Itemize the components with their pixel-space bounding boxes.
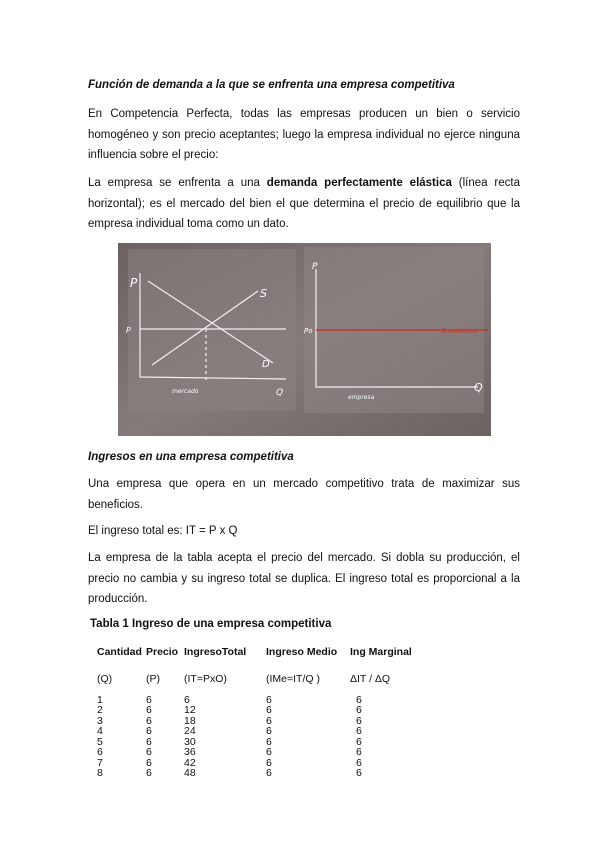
cell-price: 6 xyxy=(146,714,152,727)
cell-marginal-income: 6 xyxy=(356,756,362,769)
cell-total-income: 42 xyxy=(184,756,196,769)
paragraph-text-end: (línea recta horizontal); es el mercado del bien el que determina el precio de equilibrio que la empresa individual toma como un dato. xyxy=(88,177,520,230)
paragraph-perfect-competition: En Competencia Perfecta, todas las empresas producen un bien o servicio homogéneo y son precio aceptantes; luego la empresa individual no ejerce ninguna influencia sobre el precio: xyxy=(88,108,520,161)
cell-total-income: 24 xyxy=(184,725,196,737)
cell-price: 6 xyxy=(146,725,152,737)
firm-price-label: Po xyxy=(304,327,313,335)
cell-average-income: 6 xyxy=(266,714,272,727)
table-row xyxy=(97,747,430,758)
subheader-average-income: (IMe=IT/Q ) xyxy=(266,672,320,685)
header-marginal-income: Ing Marginal xyxy=(350,646,412,658)
cell-quantity: 8 xyxy=(97,767,103,779)
cell-price: 6 xyxy=(146,756,152,769)
cell-marginal-income: 6 xyxy=(356,735,362,748)
demand-graph-photo xyxy=(118,243,491,436)
cell-marginal-income: 6 xyxy=(356,767,362,779)
cell-average-income: 6 xyxy=(266,725,272,737)
cell-total-income: 18 xyxy=(184,714,196,727)
cell-quantity: 2 xyxy=(97,704,103,716)
cell-average-income: 6 xyxy=(266,693,272,706)
cell-quantity: 3 xyxy=(97,714,103,727)
cell-total-income: 6 xyxy=(184,693,190,706)
table-spacer xyxy=(97,684,430,695)
subheader-total-income: (IT=PxO) xyxy=(184,672,227,685)
cell-price: 6 xyxy=(146,693,152,706)
cell-marginal-income: 6 xyxy=(356,704,362,716)
market-supply-label: S xyxy=(260,287,267,300)
bold-term: demanda perfectamente elástica xyxy=(266,177,452,189)
income-table xyxy=(97,647,430,779)
table-body xyxy=(97,695,430,779)
cell-average-income: 6 xyxy=(266,767,272,779)
cell-quantity: 4 xyxy=(97,725,103,737)
cell-total-income: 48 xyxy=(184,767,196,779)
table-row xyxy=(97,705,430,716)
header-total-income: IngresoTotal xyxy=(184,646,247,658)
demand-graph-drawing xyxy=(118,243,491,436)
cell-price: 6 xyxy=(146,767,152,779)
cell-total-income: 30 xyxy=(184,735,196,748)
paragraph-text-start: La empresa se enfrenta a una xyxy=(88,177,267,189)
cell-price: 6 xyxy=(146,746,152,758)
paragraph-total-income-formula: El ingreso total es: IT = P x Q xyxy=(88,525,238,537)
header-price: Precio xyxy=(146,646,179,658)
income-table-grid xyxy=(97,647,430,779)
table-header-row xyxy=(97,647,430,658)
cell-total-income: 36 xyxy=(184,746,196,758)
section-heading-income: Ingresos en una empresa competitiva xyxy=(88,451,294,463)
subheader-quantity: (Q) xyxy=(97,672,113,685)
paragraph-maximize-profits: Una empresa que opera en un mercado competitivo trata de maximizar sus beneficios. xyxy=(88,478,520,511)
firm-caption: empresa xyxy=(348,394,375,401)
table-row xyxy=(97,726,430,737)
market-y-label: P xyxy=(130,276,138,290)
market-x-label: Q xyxy=(276,388,284,398)
table-spacer xyxy=(97,658,430,674)
table-title: Tabla 1 Ingreso de una empresa competitiva xyxy=(90,618,332,630)
header-quantity: Cantidad xyxy=(97,646,142,658)
header-average-income: Ingreso Medio xyxy=(266,646,338,658)
firm-demand-label: D individual xyxy=(442,328,478,335)
cell-average-income: 6 xyxy=(266,756,272,769)
cell-marginal-income: 6 xyxy=(356,714,362,727)
cell-price: 6 xyxy=(146,704,152,716)
firm-y-label: P xyxy=(312,262,318,272)
paper-left xyxy=(128,249,296,411)
cell-total-income: 12 xyxy=(184,704,196,716)
section-heading-demand: Función de demanda a la que se enfrenta una empresa competitiva xyxy=(88,79,455,91)
cell-quantity: 7 xyxy=(97,756,103,769)
cell-quantity: 6 xyxy=(97,746,103,758)
cell-marginal-income: 6 xyxy=(356,746,362,758)
subheader-marginal-income: ΔIT / ΔQ xyxy=(350,672,391,685)
cell-marginal-income: 6 xyxy=(356,693,362,706)
table-subheader-row xyxy=(97,674,430,685)
table-row xyxy=(97,768,430,779)
subheader-price: (P) xyxy=(146,672,160,685)
firm-x-label: Q xyxy=(474,381,483,394)
cell-quantity: 5 xyxy=(97,735,103,748)
paragraph-elastic-demand xyxy=(88,173,520,235)
market-demand-label: D xyxy=(262,359,270,370)
cell-marginal-income: 6 xyxy=(356,725,362,737)
market-price-label: P xyxy=(126,326,131,335)
cell-price: 6 xyxy=(146,735,152,748)
cell-average-income: 6 xyxy=(266,735,272,748)
cell-average-income: 6 xyxy=(266,704,272,716)
paragraph-proportional-income: La empresa de la tabla acepta el precio del mercado. Si dobla su producción, el precio no cambia y su ingreso total se duplica. El ingreso total es proporcional a la producción. xyxy=(88,552,520,605)
market-caption: mercado xyxy=(172,388,199,395)
cell-average-income: 6 xyxy=(266,746,272,758)
cell-quantity: 1 xyxy=(97,693,103,706)
